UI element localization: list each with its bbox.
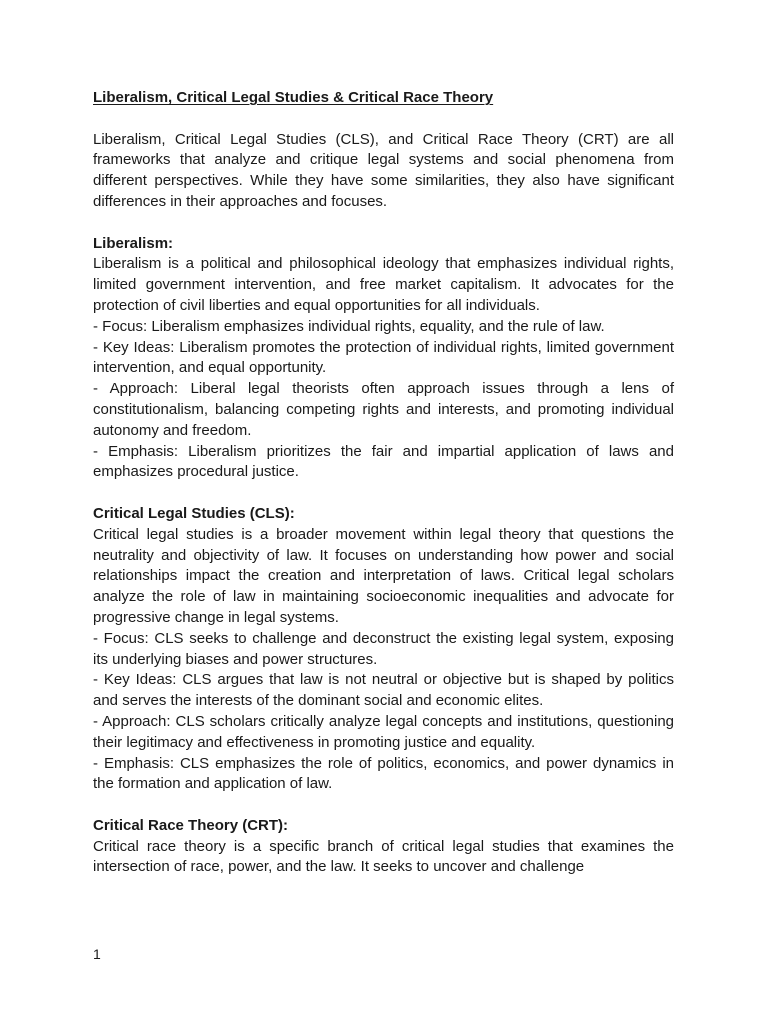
section-point-key-ideas: - Key Ideas: CLS argues that law is not neutral or objective but is shaped by politics and serves the interests of the dominant social and economic elites.: [93, 671, 674, 710]
document-title: Liberalism, Critical Legal Studies & Critical Race Theory: [93, 89, 494, 106]
section-point-emphasis: - Emphasis: Liberalism prioritizes the fair and impartial application of laws and emphasizes procedural justice.: [93, 442, 674, 481]
section-point-emphasis: - Emphasis: CLS emphasizes the role of politics, economics, and power dynamics in the formation and application of law.: [93, 754, 674, 793]
section-point-focus: - Focus: Liberalism emphasizes individual rights, equality, and the rule of law.: [93, 317, 605, 335]
spacer: [93, 795, 674, 816]
section-description: Critical legal studies is a broader movement within legal theory that questions the neutrality and objectivity of law. It focuses on understanding how power and social relationships impact the creation and interpretation of laws. Critical legal scholars analyze the role of law in maintaining socioeconomic inequalities and advocate for progressive change in legal systems.: [93, 525, 674, 626]
section-liberalism: [93, 234, 674, 484]
section-critical-race-theory: [93, 816, 674, 878]
spacer: [93, 483, 674, 504]
section-point-focus: - Focus: CLS seeks to challenge and deconstruct the existing legal system, exposing its underlying biases and power structures.: [93, 629, 674, 668]
section-heading: Critical Legal Studies (CLS):: [93, 504, 295, 522]
spacer: [93, 213, 674, 234]
intro-paragraph: Liberalism, Critical Legal Studies (CLS), and Critical Race Theory (CRT) are all frameworks that analyze and critique legal systems and social phenomena from different perspectives. While they have some similarities, they also have significant differences in their approaches and focuses.: [93, 130, 674, 210]
section-description: Liberalism is a political and philosophical ideology that emphasizes individual rights, limited government intervention, and free market capitalism. It advocates for the protection of civil liberties and equal opportunities for all individuals.: [93, 255, 674, 314]
document-body: [93, 88, 674, 878]
section-point-approach: - Approach: CLS scholars critically analyze legal concepts and institutions, questioning their legitimacy and effectiveness in promoting justice and equality.: [93, 712, 674, 751]
section-point-key-ideas: - Key Ideas: Liberalism promotes the protection of individual rights, limited government intervention, and equal opportunity.: [93, 338, 674, 377]
spacer: [93, 109, 674, 130]
section-heading: Critical Race Theory (CRT):: [93, 816, 289, 834]
section-point-approach: - Approach: Liberal legal theorists often approach issues through a lens of constitutionalism, balancing competing rights and interests, and promoting individual autonomy and freedom.: [93, 380, 674, 439]
section-heading: Liberalism:: [93, 234, 174, 252]
section-description: Critical race theory is a specific branch of critical legal studies that examines the intersection of race, power, and the law. It seeks to uncover and challenge: [93, 837, 674, 876]
section-critical-legal-studies: [93, 504, 674, 795]
page-number: 1: [93, 946, 101, 962]
